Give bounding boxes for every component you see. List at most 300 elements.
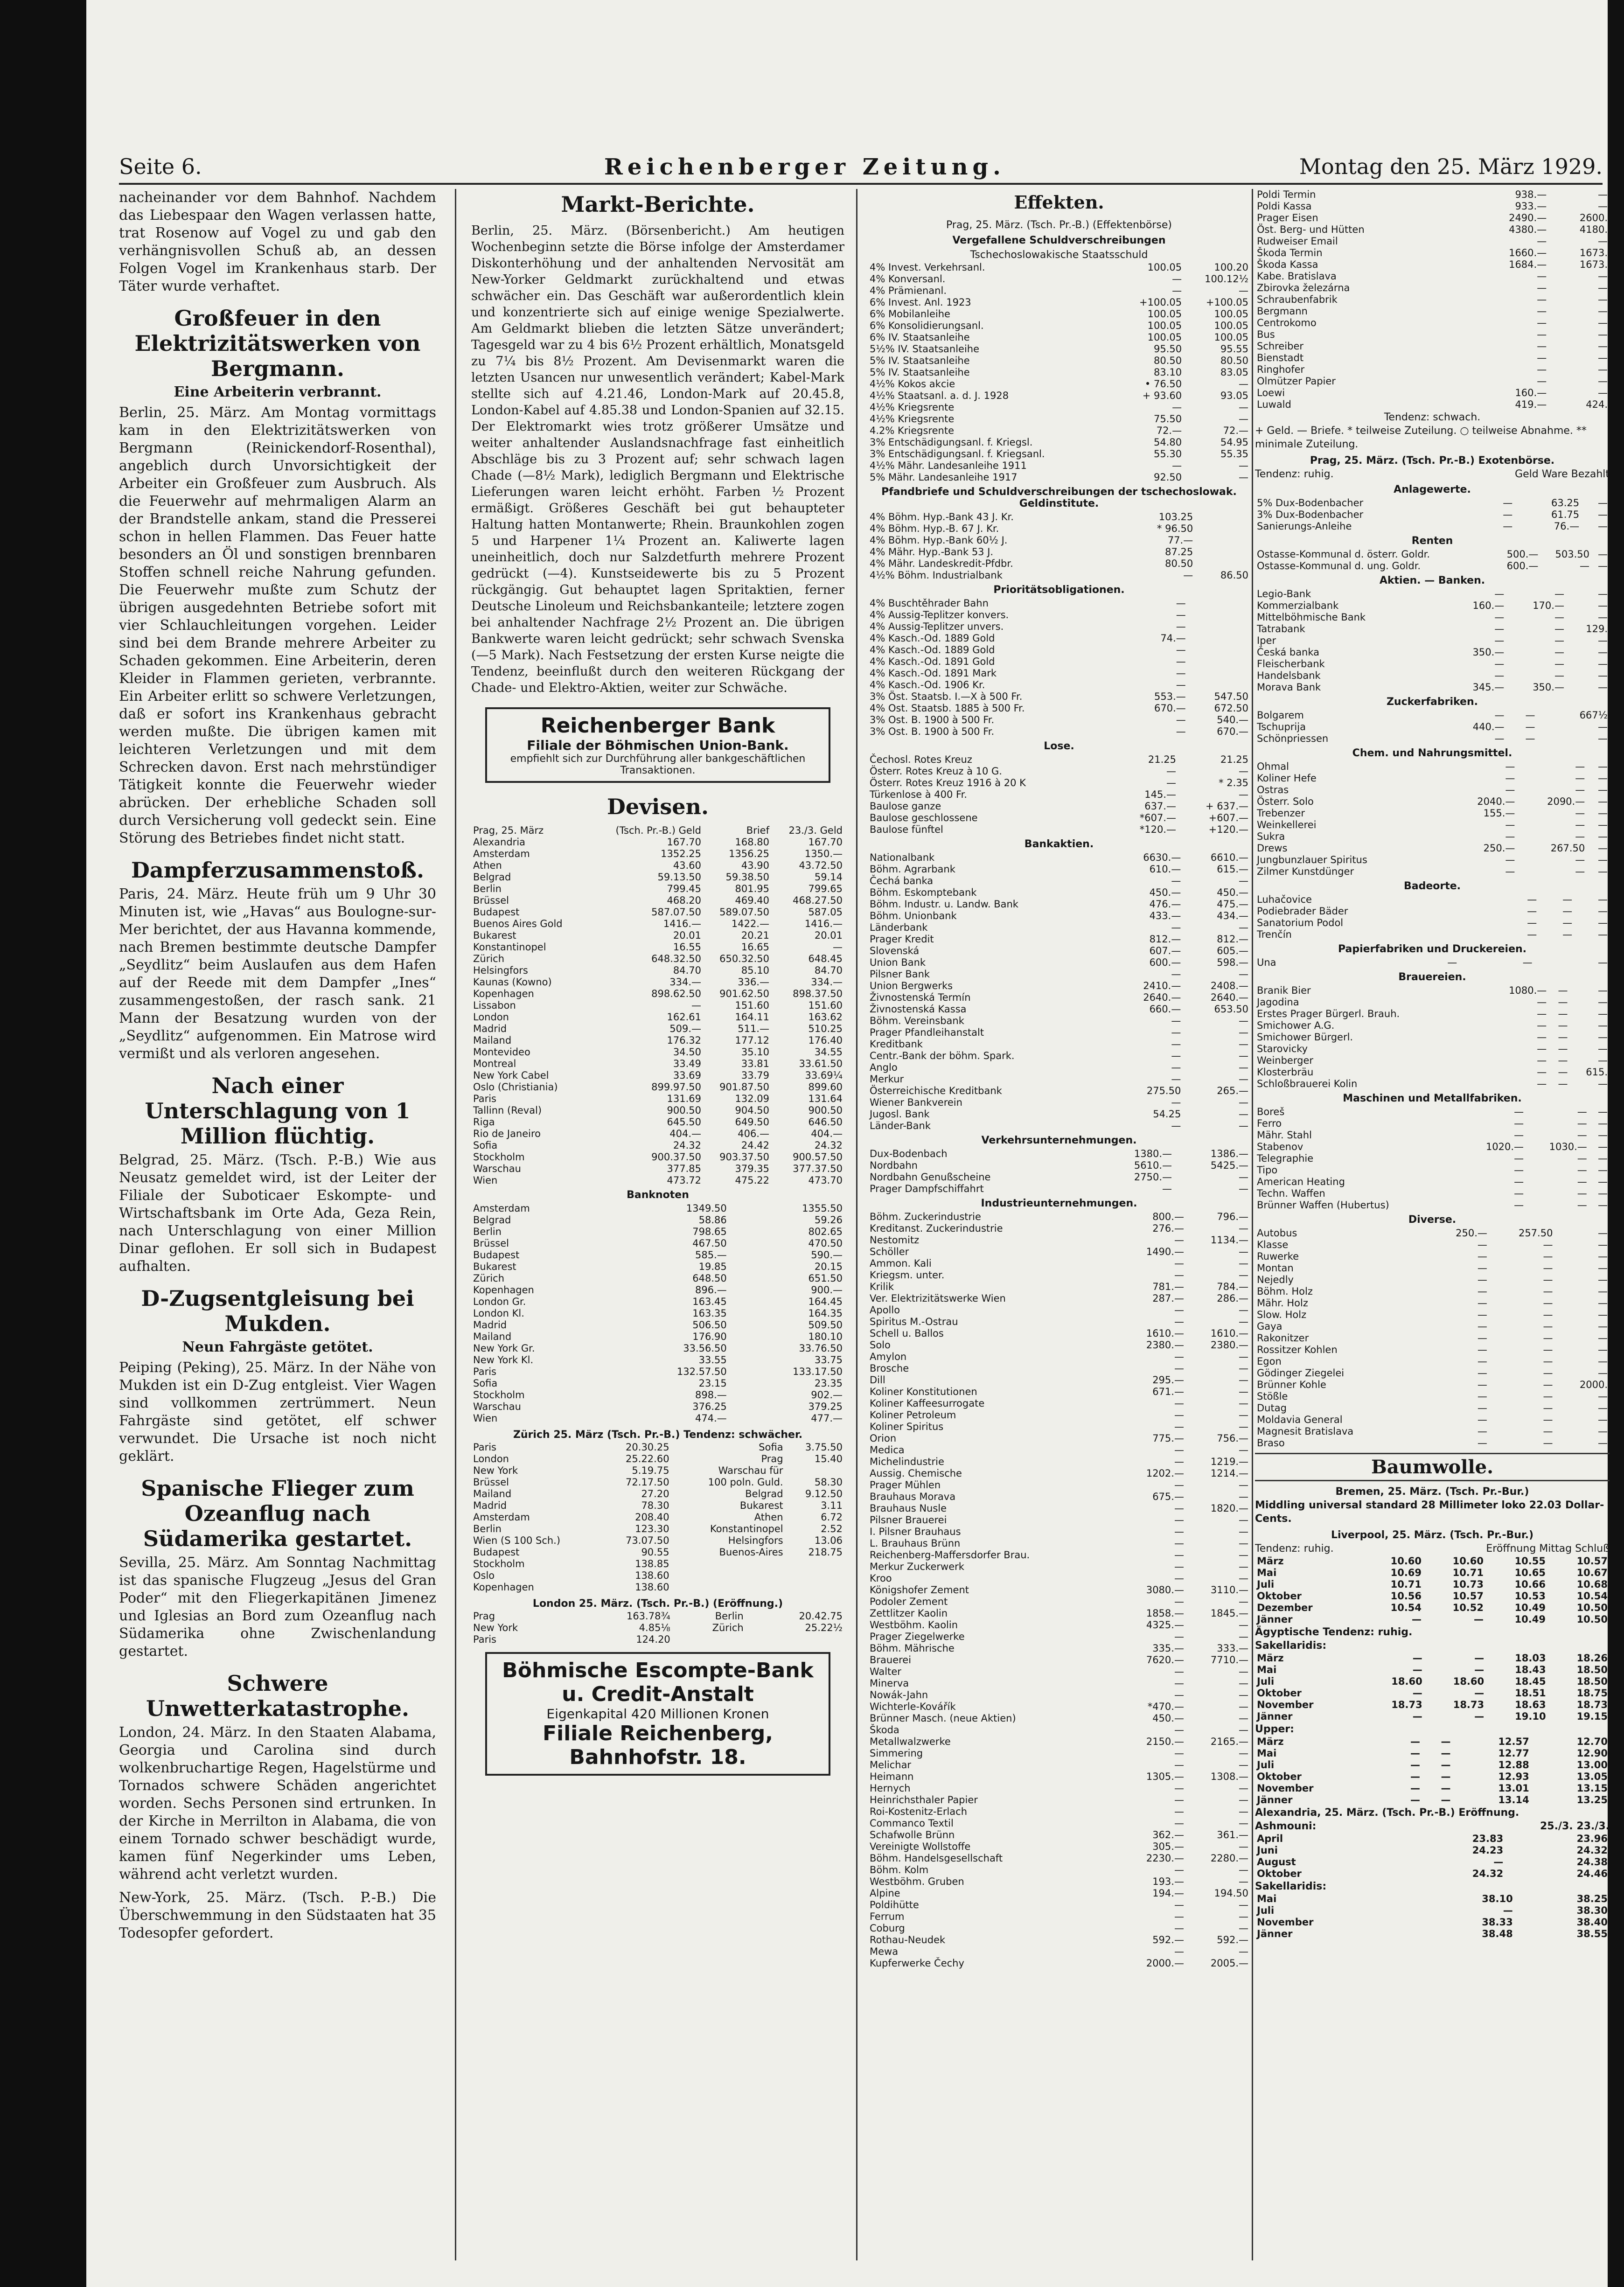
table-row — [868, 1363, 1250, 1374]
row-label: Smichower Bürgerl. — [1257, 1032, 1353, 1043]
row-label: Orion — [870, 1433, 897, 1444]
row-value: 20.01 — [673, 930, 701, 941]
row-value: — — [1474, 1614, 1484, 1625]
tendency-note: Tendenz: schwach. — [1384, 411, 1481, 423]
row-label: 4% Böhm. Hyp.-B. 67 J. Kr. — [870, 523, 999, 534]
spa-table — [1255, 894, 1610, 941]
table-row — [471, 976, 844, 988]
row-value: 653.50 — [1214, 1004, 1248, 1015]
table-row — [1255, 259, 1610, 271]
row-value: 2640.— — [1210, 992, 1248, 1003]
row-label: Schöller — [870, 1246, 909, 1257]
row-value: — — [1537, 1032, 1547, 1043]
row-value: 18.75 — [1576, 1687, 1608, 1699]
row-value: 510.25 — [808, 1023, 843, 1034]
row-label: Rossitzer Kohlen — [1257, 1344, 1338, 1355]
row-label: Buenos Aires Gold — [473, 918, 563, 929]
row-value — [785, 1558, 844, 1570]
row-label: Solo — [870, 1339, 891, 1351]
row-value: — — [1412, 1664, 1422, 1675]
table-row — [471, 1105, 844, 1116]
table-row — [1255, 1274, 1610, 1286]
row-value: — — [1166, 777, 1176, 788]
row-value — [1188, 656, 1250, 668]
row-label: Dill — [870, 1374, 885, 1386]
row-value: — — [1239, 1246, 1248, 1257]
row-value: — — [1477, 1332, 1487, 1344]
row-label: Bergmann — [1257, 306, 1308, 317]
row-value: — — [1598, 1118, 1608, 1129]
row-value: 902.— — [811, 1389, 843, 1401]
row-label: Heimann — [870, 1771, 914, 1782]
row-label: Budapest — [473, 1547, 520, 1558]
row-label: Spiritus M.-Ostrau — [870, 1316, 958, 1327]
row-value: 24.32 — [1576, 1845, 1608, 1856]
row-value: Warschau für — [718, 1465, 783, 1476]
table-row — [868, 875, 1250, 887]
row-value: — — [1176, 598, 1186, 609]
row-value: 305.— — [1152, 1841, 1184, 1852]
row-value: — — [1174, 1689, 1184, 1701]
row-label: Oktober — [1257, 1868, 1302, 1879]
row-value: 775.— — [1152, 1433, 1184, 1444]
row-value: — — [1239, 1864, 1248, 1876]
row-value: 433.— — [1149, 910, 1181, 921]
row-label: 4½% Kriegsrente — [870, 413, 955, 425]
row-label: Sanierungs-Anleihe — [1257, 521, 1352, 532]
row-value: 18.60 — [1453, 1676, 1485, 1687]
table-row — [868, 1109, 1250, 1120]
row-value: 138.60 — [635, 1570, 669, 1581]
row-value: — — [1598, 1391, 1608, 1402]
row-value: — — [1598, 1055, 1608, 1066]
table-row — [868, 1771, 1250, 1783]
row-value: — — [1239, 1783, 1248, 1794]
table-row — [471, 1389, 844, 1401]
table-row — [1255, 894, 1610, 906]
table-row — [868, 1269, 1250, 1281]
row-value: — — [1558, 1020, 1568, 1031]
table-row — [1255, 1555, 1610, 1567]
row-label: Juli — [1257, 1676, 1275, 1687]
table-row — [1255, 917, 1610, 929]
row-value: — — [1477, 1426, 1487, 1437]
transport-shares-table — [868, 1148, 1250, 1195]
row-value: 1422.— — [731, 918, 769, 929]
table-row — [868, 1503, 1250, 1514]
row-value: 132.57.50 — [676, 1366, 727, 1377]
row-value: 500.— — [1506, 549, 1539, 560]
row-label: Mittelböhmische Bank — [1257, 612, 1366, 623]
row-value: — — [1537, 1020, 1547, 1031]
table-row — [868, 812, 1250, 824]
row-label: Wien — [473, 1413, 498, 1424]
row-value: 61.75 — [1551, 509, 1580, 520]
row-value: — — [1598, 721, 1608, 732]
table-row — [1255, 670, 1610, 682]
row-value: — — [1176, 668, 1186, 679]
table-row — [868, 1421, 1250, 1433]
row-label: Prager Ziegelwerke — [870, 1631, 965, 1642]
row-label: 6% Mobilanleihe — [870, 308, 950, 320]
row-label: 4% Kasch.-Od. 1891 Mark — [870, 668, 997, 679]
table-row — [1255, 1687, 1610, 1699]
row-label: Aussig. Chemische — [870, 1468, 962, 1479]
row-label: Österreichische Kreditbank — [870, 1085, 1002, 1096]
row-value: — — [1410, 1783, 1421, 1794]
row-value: — — [1239, 413, 1248, 425]
row-value: — — [1598, 1078, 1608, 1089]
row-value: 54.25 — [1153, 1109, 1181, 1120]
row-value: — — [1558, 1032, 1568, 1043]
row-label: Luhačovice — [1257, 894, 1312, 905]
row-value: — — [1174, 1304, 1184, 1316]
table-row — [1255, 985, 1610, 997]
row-label: 5% Mähr. Landesanleihe 1917 — [870, 472, 1018, 483]
row-value: — — [1239, 1573, 1248, 1584]
row-value: — — [1543, 1297, 1553, 1309]
row-label: Merkur Zuckerwerk — [870, 1561, 964, 1572]
row-label: 5½% IV. Staatsanleihe — [870, 343, 980, 355]
row-label: Böhm. Unionbank — [870, 910, 957, 921]
table-row — [868, 1853, 1250, 1864]
row-label: Tatrabank — [1257, 623, 1305, 635]
table-row — [1255, 1344, 1610, 1356]
table-row — [868, 1864, 1250, 1876]
row-value: — — [1174, 1269, 1184, 1281]
table-row — [868, 957, 1250, 969]
row-value: — — [1174, 1783, 1184, 1794]
diverse-table — [1255, 1227, 1610, 1449]
row-value: — — [1598, 773, 1608, 784]
row-label: Alexandria — [473, 837, 526, 848]
row-value: 476.— — [1149, 899, 1181, 910]
row-value: — — [1171, 1074, 1181, 1085]
row-value: — — [1598, 796, 1608, 807]
ad-bank-filiale: Filiale der Böhmischen Union-Bank. — [527, 738, 789, 753]
row-value — [1188, 633, 1250, 644]
row-value: 267.50 — [1550, 843, 1585, 854]
row-value: 12.77 — [1498, 1748, 1529, 1759]
row-value: 800.— — [1152, 1211, 1184, 1222]
headline-fire: Großfeuer in den Elektrizitätswerken von Bergmann. — [134, 306, 421, 381]
row-value — [1195, 523, 1250, 535]
row-value: 2380.— — [1210, 1339, 1248, 1351]
table-row — [471, 1378, 844, 1389]
row-value: — — [1598, 306, 1608, 317]
table-row — [471, 837, 844, 848]
table-row — [1255, 623, 1610, 635]
row-value: — — [1575, 784, 1585, 795]
table-row — [1255, 1078, 1610, 1090]
table-row — [1255, 1794, 1610, 1806]
row-value: — — [833, 941, 843, 953]
row-value: 155.— — [1483, 808, 1515, 819]
row-value: 511.— — [738, 1023, 769, 1034]
row-value: 33.75 — [814, 1354, 843, 1366]
row-value: — — [1598, 1106, 1608, 1117]
row-value: — — [1577, 1176, 1587, 1187]
column-header: Eröffnung — [1486, 1543, 1536, 1555]
table-row — [471, 1634, 844, 1646]
row-value: — — [1239, 1701, 1248, 1712]
table-row — [868, 343, 1250, 355]
row-value — [1188, 668, 1250, 679]
row-value: — — [1598, 917, 1608, 928]
row-value: — — [1598, 1020, 1608, 1031]
row-label: Schloßbrauerei Kolin — [1257, 1078, 1358, 1089]
row-value: — — [1239, 472, 1248, 483]
paper-table — [1255, 957, 1610, 969]
row-label: März — [1257, 1555, 1284, 1567]
table-row — [868, 1328, 1250, 1339]
row-value: 1610.— — [1146, 1328, 1184, 1339]
row-value: — — [1554, 658, 1564, 669]
row-value: 86.50 — [1220, 570, 1248, 581]
row-label: Oktober — [1257, 1687, 1302, 1699]
table-row — [1255, 1437, 1610, 1449]
row-label: Baulose fünftel — [870, 824, 943, 835]
table-row — [868, 1666, 1250, 1678]
table-row — [868, 1538, 1250, 1549]
row-value: 194.— — [1152, 1888, 1184, 1899]
row-value: — — [1537, 236, 1547, 247]
row-value: 59.13.50 — [657, 872, 701, 883]
table-row — [1255, 710, 1610, 721]
row-value: 138.85 — [635, 1558, 669, 1569]
devisen-table — [471, 825, 844, 1186]
row-value: 450.— — [1217, 887, 1248, 898]
row-label: Čechá banka — [870, 875, 934, 886]
table-row — [471, 872, 844, 883]
row-label: Gaya — [1257, 1321, 1282, 1332]
table-row — [868, 1829, 1250, 1841]
row-label: Ver. Elektrizitätswerke Wien — [870, 1293, 1006, 1304]
row-value: — — [1598, 1008, 1608, 1019]
row-label: Škoda Termin — [1257, 247, 1323, 258]
row-label: Böhm. Industr. u. Landw. Bank — [870, 899, 1018, 910]
row-value: — — [1558, 1055, 1568, 1066]
row-value: 1355.50 — [802, 1203, 843, 1214]
table-row — [1255, 843, 1610, 854]
row-value: — — [1171, 1120, 1181, 1131]
row-value: — — [1514, 1199, 1524, 1211]
row-value: — — [1577, 1199, 1587, 1211]
row-value: 675.— — [1152, 1491, 1184, 1502]
row-label: Tschuprija — [1257, 721, 1306, 732]
row-value: — — [1598, 271, 1608, 282]
row-value: — — [1505, 784, 1515, 795]
row-value: — — [1239, 1899, 1248, 1910]
row-label: Kopenhagen — [473, 1582, 534, 1593]
row-label: Mai — [1257, 1748, 1277, 1759]
row-value: 1610.— — [1210, 1328, 1248, 1339]
row-value: — — [1174, 1421, 1184, 1432]
row-label: Mailand — [473, 1488, 512, 1499]
table-row — [471, 1319, 844, 1331]
row-value: — — [1598, 1043, 1608, 1054]
section-heading: Papierfabriken und Druckereien. — [1338, 943, 1527, 955]
row-label: Berlin — [473, 1226, 502, 1237]
row-value: — — [1494, 710, 1505, 721]
section-heading: Badeorte. — [1403, 880, 1461, 892]
row-value: — — [1537, 282, 1547, 293]
egypt-upper-table — [1255, 1736, 1610, 1806]
row-value: — — [1174, 1899, 1184, 1910]
row-label: November — [1257, 1783, 1314, 1794]
row-label: 4% Böhm. Hyp.-Bank 60½ J. — [870, 535, 1008, 546]
row-value: 133.17.50 — [793, 1366, 843, 1377]
table-row — [471, 1226, 844, 1238]
row-value: 899.60 — [808, 1081, 843, 1093]
table-row — [868, 1015, 1250, 1027]
table-row — [1255, 1043, 1610, 1055]
row-label: I. Pilsner Brauhaus — [870, 1526, 961, 1537]
table-row — [471, 1558, 844, 1570]
row-value: 474.— — [695, 1413, 727, 1424]
row-value: — — [1598, 600, 1608, 611]
row-value: — — [1162, 1183, 1172, 1194]
table-row — [1255, 1286, 1610, 1297]
row-value: — — [1537, 1067, 1547, 1078]
row-label: Prager Kredit — [870, 934, 934, 945]
row-value: — — [1174, 1748, 1184, 1759]
row-value: 637.— — [1144, 801, 1176, 812]
row-value: 605.— — [1217, 945, 1248, 956]
row-value: 600.— — [1506, 560, 1539, 572]
row-value: 162.61 — [667, 1011, 701, 1023]
row-value: 100.05 — [1214, 332, 1248, 343]
row-value: — — [1174, 1444, 1184, 1456]
row-value: 667½ — [1579, 710, 1608, 721]
headline-storm: Schwere Unwetterkatastrophe. — [146, 1671, 410, 1721]
row-label: Jungbunzlauer Spiritus — [1257, 854, 1367, 865]
table-row — [868, 1409, 1250, 1421]
row-label: 4% Ost. Staatsb. 1885 à 500 Fr. — [870, 703, 1025, 714]
article-storm: London, 24. März. In den Staaten Alabama, Georgia und Carolina sind durch wolkenbruchartige Regen, Hagelstürme und Tornados schwere Schäden angerichtet worden. Sechs Personen sind ertrunken. In der Kirche in Merrilton in Alabama, die von einem Tornado schwer beschädigt wurde, kamen fünf Negerkinder ums Leben, während acht verletzt wurden. — [119, 1724, 436, 1883]
row-label: Mähr. Stahl — [1257, 1130, 1312, 1141]
row-value: 33.69 — [673, 1070, 701, 1081]
row-label: Ostasse-Kommunal d. ung. Goldr. — [1257, 560, 1421, 572]
table-row — [1255, 1188, 1610, 1199]
table-row — [1255, 1176, 1610, 1188]
row-label: Koliner Kaffeesurrogate — [870, 1398, 985, 1409]
row-label: Moldavia General — [1257, 1414, 1343, 1425]
table-row — [471, 1547, 844, 1558]
table-row — [868, 1713, 1250, 1724]
row-label: Ringhofer — [1257, 364, 1305, 375]
row-value: — — [1598, 647, 1608, 658]
table-row — [868, 1479, 1250, 1491]
row-value: 10.54 — [1390, 1602, 1422, 1613]
row-value: 901.62.50 — [719, 988, 769, 999]
table-row — [1255, 236, 1610, 247]
row-value: 615. — [1586, 1067, 1608, 1078]
row-value: 4325.— — [1146, 1619, 1184, 1631]
row-label: Brauerei — [870, 1654, 912, 1666]
row-value: 901.87.50 — [719, 1081, 769, 1093]
row-label: Sofia — [473, 1140, 498, 1151]
row-value: 1684.— — [1509, 259, 1547, 270]
row-label: Juli — [1257, 1905, 1275, 1916]
row-label: Stockholm — [473, 1558, 525, 1569]
row-label: Wiener Bankverein — [870, 1097, 962, 1108]
row-value: 6.72 — [821, 1512, 843, 1523]
row-value: — — [1239, 1409, 1248, 1421]
row-value: — — [1537, 317, 1547, 328]
table-row — [471, 1442, 844, 1453]
row-value: — — [1598, 1344, 1608, 1355]
table-row — [868, 621, 1250, 633]
machinery-table — [1255, 1106, 1610, 1211]
row-label: Metallwalzwerke — [870, 1736, 951, 1747]
column-market — [471, 189, 844, 2260]
row-value: — — [1575, 773, 1585, 784]
table-row — [868, 472, 1250, 483]
row-value: 933.— — [1515, 201, 1547, 212]
row-value: • 76.50 — [1144, 378, 1182, 390]
row-value: — — [1575, 808, 1585, 819]
table-row — [1255, 1614, 1610, 1625]
row-value: — — [1537, 306, 1547, 317]
row-value: — — [1503, 509, 1513, 520]
row-value: 10.49 — [1514, 1614, 1546, 1625]
row-value: 898.— — [695, 1389, 727, 1401]
row-value: — — [1577, 1106, 1587, 1117]
table-row — [1255, 733, 1610, 745]
section-heading: Zuckerfabriken. — [1386, 696, 1478, 708]
row-value: 799.65 — [808, 883, 843, 894]
column-header: 23./3. — [1576, 1820, 1610, 1832]
row-label: Amsterdam — [473, 1512, 530, 1523]
table-row — [868, 273, 1250, 285]
row-label: Jänner — [1257, 1711, 1293, 1722]
row-label: 4% Böhm. Hyp.-Bank 43 J. Kr. — [870, 511, 1014, 523]
row-value: — — [1598, 682, 1608, 693]
row-value: 19.85 — [698, 1261, 727, 1272]
table-row — [868, 367, 1250, 378]
row-label: Krilik — [870, 1281, 894, 1292]
row-value: — — [1598, 1188, 1608, 1199]
column-header: (Tsch. Pr.-B.) Geld — [615, 825, 701, 836]
row-value: 648.45 — [808, 953, 843, 964]
investment-table — [1255, 497, 1610, 532]
row-label: Čechosl. Rotes Kreuz — [870, 754, 972, 765]
row-value: — — [1598, 329, 1608, 340]
row-value: 76.— — [1554, 521, 1580, 532]
table-row — [1255, 1856, 1610, 1868]
row-value: *607.— — [1139, 812, 1176, 823]
row-value: — — [1171, 1097, 1181, 1108]
table-row — [471, 1488, 844, 1500]
row-value: Berlin — [715, 1611, 744, 1622]
ad-bank-name: Reichenberger Bank — [540, 714, 775, 738]
table-row — [868, 1027, 1250, 1039]
row-value: — — [1239, 1748, 1248, 1759]
row-value: — — [1176, 679, 1186, 690]
table-row — [868, 1374, 1250, 1386]
row-label: Lissabon — [473, 1000, 516, 1011]
row-value: — — [1174, 1538, 1184, 1549]
row-value: +100.05 — [1139, 297, 1182, 308]
row-value: 1352.25 — [661, 848, 701, 859]
table-row — [1255, 294, 1610, 306]
row-label: 6% IV. Staatsanleihe — [870, 332, 970, 343]
row-value: *470.— — [1147, 1701, 1184, 1712]
row-value: — — [1514, 1106, 1524, 1117]
table-row — [1255, 647, 1610, 658]
table-row — [1255, 1106, 1610, 1118]
